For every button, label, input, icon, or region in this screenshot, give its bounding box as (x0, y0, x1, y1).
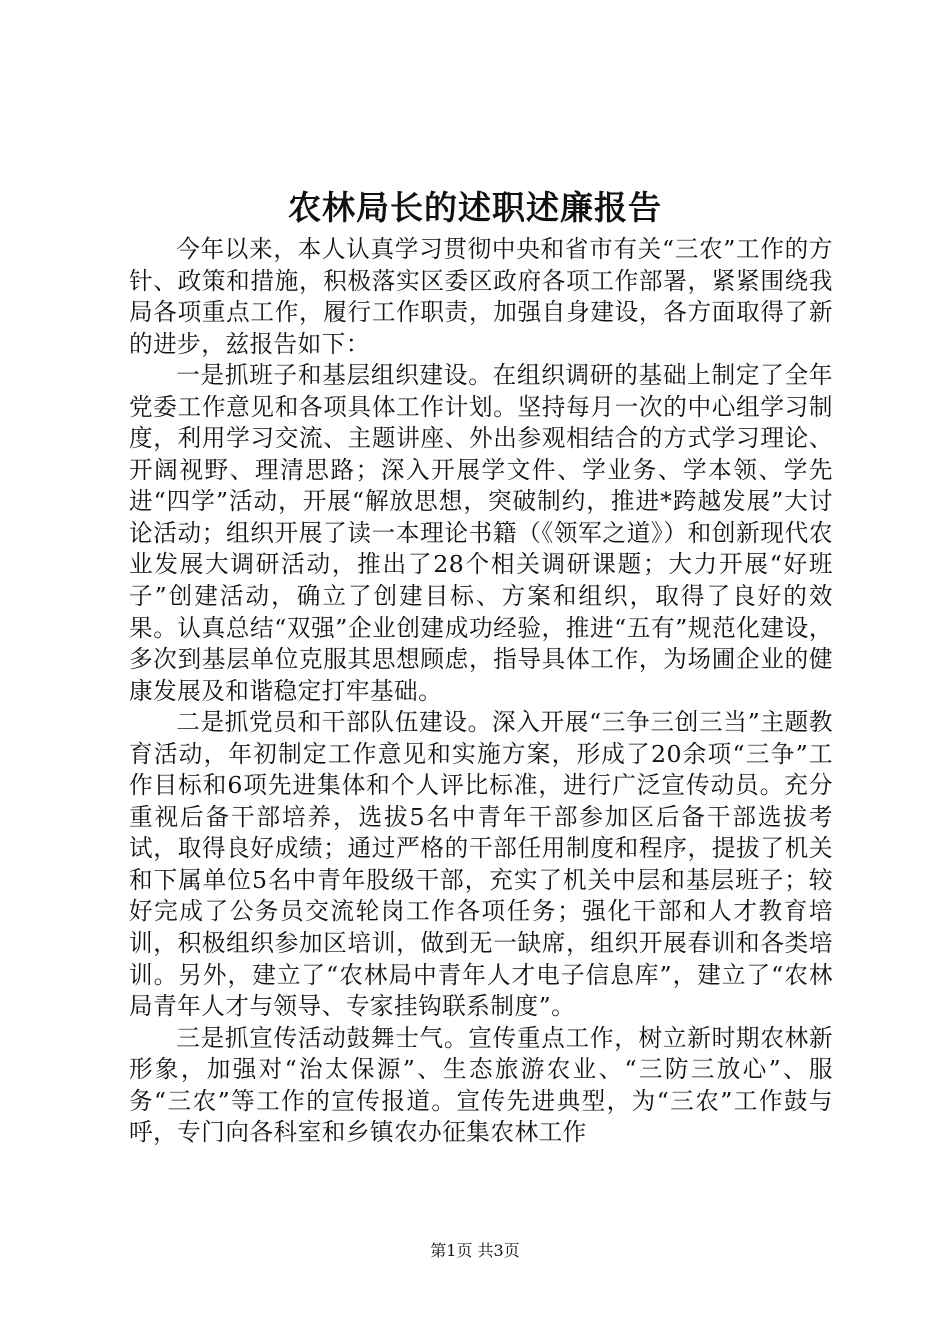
document-body (129, 234, 833, 1149)
document-title: 农林局长的述职述廉报告 (288, 188, 662, 227)
page-footer: 第1页 共3页 (430, 1241, 520, 1260)
paragraph-cadre-building: 二是抓党员和干部队伍建设。深入开展“三争三创三当”主题教育活动，年初制定工作意见和实施方案，形成了20余项“三争”工作目标和6项先进集体和个人评比标准，进行广泛宣传动员。充分重视后备干部培养，选拔5名中青年干部参加区后备干部选拔考试，取得良好成绩；通过严格的干部任用制度和程序，提拔了机关和下属单位5名中青年股级干部，充实了机关中层和基层班子；较好完成了公务员交流轮岗工作各项任务；强化干部和人才教育培训，积极组织参加区培训，做到无一缺席，组织开展春训和各类培训。另外，建立了“农林局中青年人才电子信息库”，建立了“农林局青年人才与领导、专家挂钩联系制度”。 (129, 708, 833, 1021)
paragraph-team-building: 一是抓班子和基层组织建设。在组织调研的基础上制定了全年党委工作意见和各项具体工作计划。坚持每月一次的中心组学习制度，利用学习交流、主题讲座、外出参观相结合的方式学习理论、开阔视野、理清思路；深入开展学文件、学业务、学本领、学先进“四学”活动，开展“解放思想，突破制约，推进*跨越发展”大讨论活动；组织开展了读一本理论书籍（《领军之道》）和创新现代农业发展大调研活动，推出了28个相关调研课题；大力开展“好班子”创建活动，确立了创建目标、方案和组织，取得了良好的效果。认真总结“双强”企业创建成功经验，推进“五有”规范化建设，多次到基层单位克服其思想顾虑，指导具体工作，为场圃企业的健康发展及和谐稳定打牢基础。 (129, 361, 833, 705)
paragraph-publicity: 三是抓宣传活动鼓舞士气。宣传重点工作，树立新时期农林新形象，加强对“治太保源”、生态旅游农业、“三防三放心”、服务“三农”等工作的宣传报道。宣传先进典型，为“三农”工作鼓与呼，专门向各科室和乡镇农办征集农林工作 (129, 1023, 833, 1147)
paragraph-intro: 今年以来，本人认真学习贯彻中央和省市有关“三农”工作的方针、政策和措施，积极落实区委区政府各项工作部署，紧紧围绕我局各项重点工作，履行工作职责，加强自身建设，各方面取得了新的进步，兹报告如下： (129, 235, 833, 358)
